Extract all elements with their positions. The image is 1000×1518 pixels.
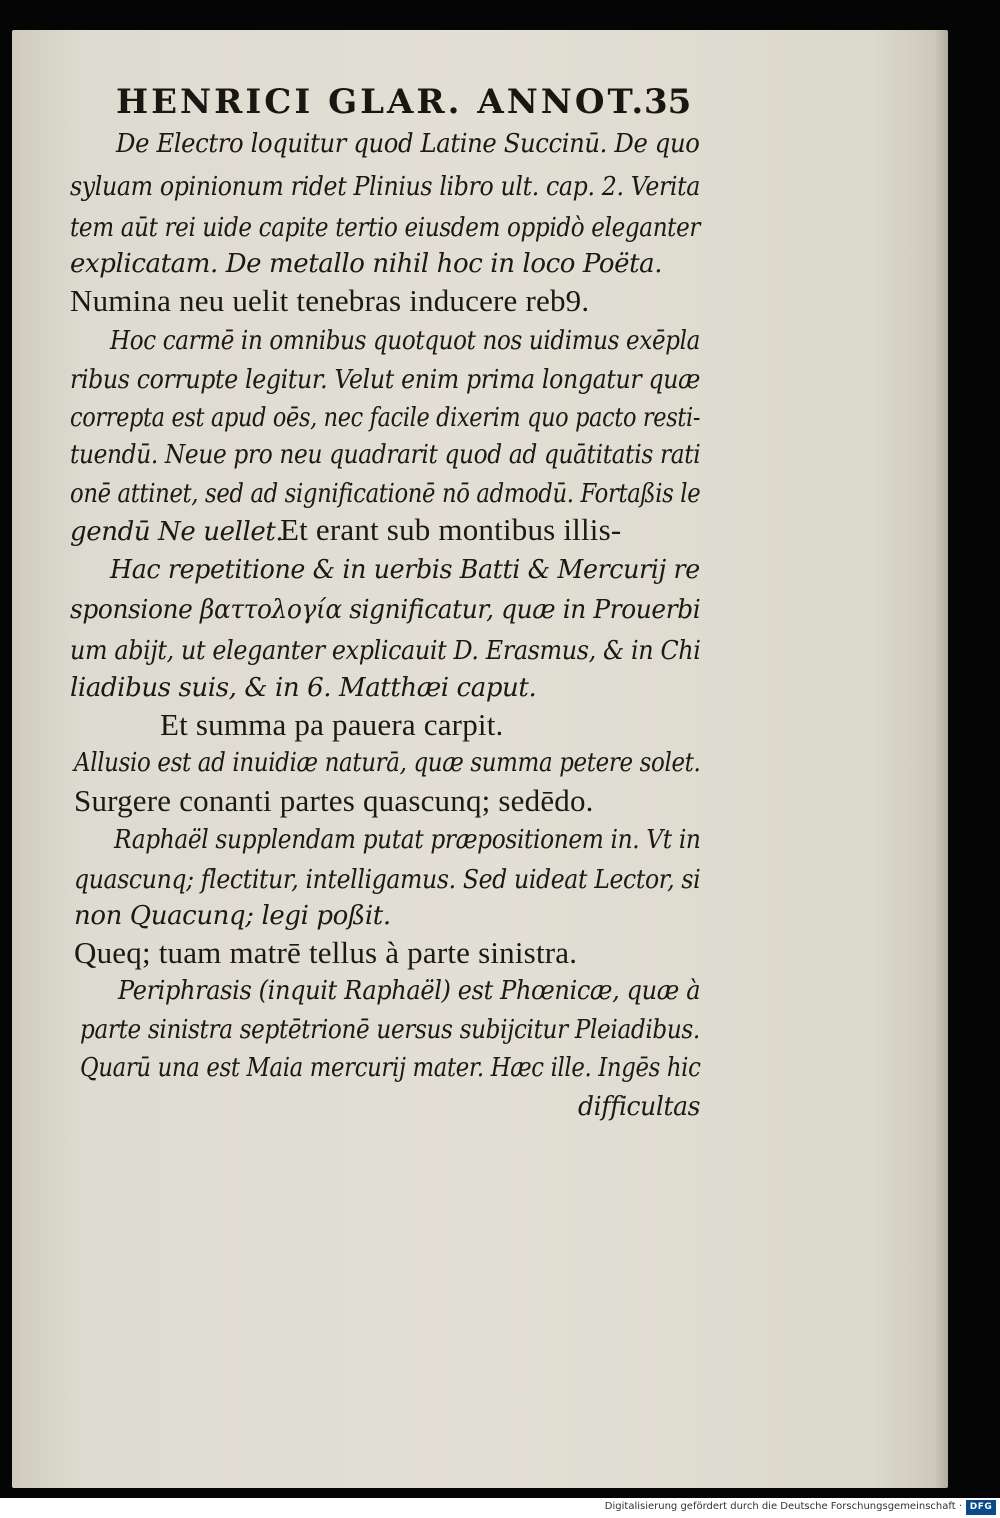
verse-line-4: Surgere conanti partes quascunq; sedēdo. (74, 783, 594, 818)
catchword: difficultas (578, 1092, 701, 1122)
text-line-3: tem aūt rei uide capite tertio eiusdem oppidò eleganter (70, 213, 701, 243)
text-line-7: correpta est apud oēs, nec facile dixerim quo pacto resti- (70, 403, 701, 433)
verse-line-5: Queq; tuam matrē tellus à parte sinistra. (74, 935, 578, 970)
book-page (12, 30, 948, 1488)
text-line-20: parte sinistra septētrionē uersus subijcitur Pleiadibus. (80, 1015, 700, 1045)
text-line-2: syluam opinionum ridet Plinius libro ult. cap. 2. Verita (70, 172, 701, 202)
text-line-9: onē attinet, sed ad significationē nō admodū. Fortaßis le (70, 479, 701, 509)
text-line-21: Quarū una est Maia mercurij mater. Hæc ille. Ingēs hic (80, 1053, 701, 1083)
text-line-8: tuendū. Neue pro neu quadrarit quod ad quātitatis rati (70, 440, 701, 470)
verse-line-1: Numina neu uelit tenebras inducere reb9. (70, 283, 590, 318)
text-line-10: gendū Ne uellet. (70, 517, 284, 547)
text-line-1: De Electro loquitur quod Latine Succinū. De quo (116, 129, 700, 159)
text-line-15: Allusio est ad inuidiæ naturā, quæ summa petere solet. (74, 748, 701, 778)
text-line-4: explicatam. De metallo nihil hoc in loco Poëta. (70, 249, 663, 279)
folio-number: 35 (644, 82, 692, 122)
running-head (116, 82, 716, 122)
text-line-5: Hoc carmē in omnibus quotquot nos uidimus exēpla (110, 326, 700, 356)
text-line-12: sponsione βαττολογία significatur, quæ in Prouerbi (70, 595, 701, 625)
running-title: HENRICI GLAR. ANNOT. (116, 82, 647, 122)
text-line-6: ribus corrupte legitur. Velut enim prima longatur quæ (70, 365, 701, 395)
dfg-logo-icon: DFG (966, 1500, 996, 1515)
footer-bar (0, 1498, 1000, 1518)
verse-line-3: Et summa pa pauera carpit. (160, 707, 504, 742)
text-line-11: Hac repetitione & in uerbis Batti & Mercurij re (110, 555, 700, 585)
verse-line-2: Et erant sub montibus illis- (280, 512, 622, 547)
text-line-17: quascunq; flectitur, intelligamus. Sed uideat Lector, si (74, 865, 701, 895)
text-line-19: Periphrasis (inquit Raphaël) est Phœnicæ, quæ à (118, 976, 701, 1006)
text-line-18: non Quacunq; legi poßit. (74, 901, 391, 931)
page-edge-shadow (934, 30, 948, 1488)
text-line-14: liadibus suis, & in 6. Matthæi caput. (70, 673, 537, 703)
funding-credit: Digitalisierung gefördert durch die Deutsche Forschungsgemeinschaft · (604, 1501, 962, 1512)
text-line-13: um abijt, ut eleganter explicauit D. Erasmus, & in Chi (70, 636, 701, 666)
text-line-16: Raphaël supplendam putat præpositionem in. Vt in (114, 825, 701, 855)
